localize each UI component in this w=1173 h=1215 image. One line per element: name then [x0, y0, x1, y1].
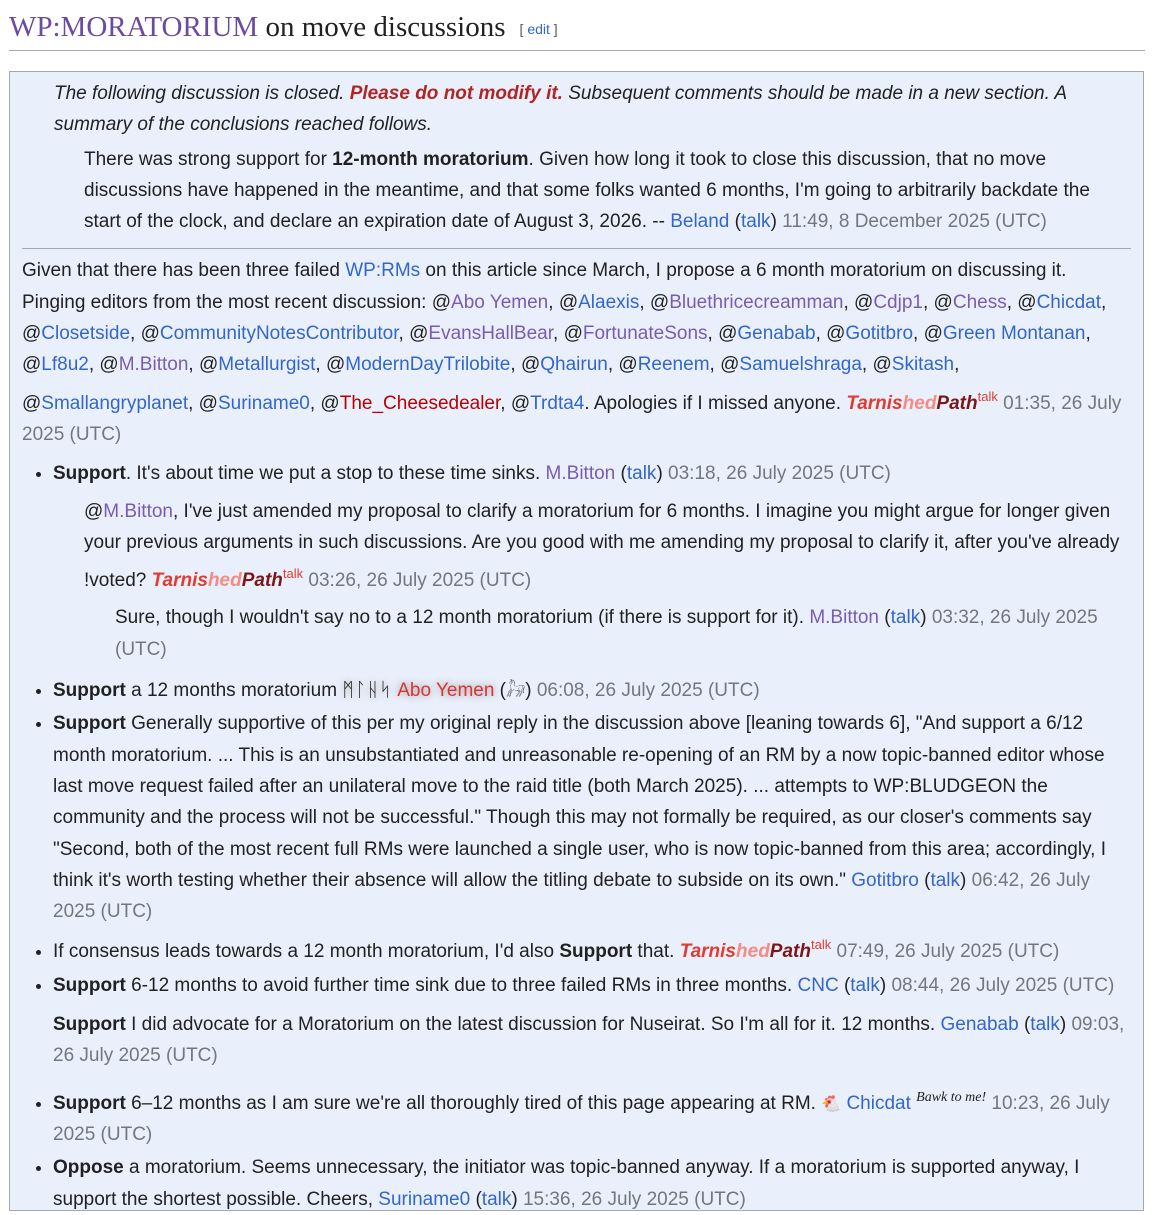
chicken-icon: 🐔: [821, 1093, 842, 1113]
ping-user-link[interactable]: Abo Yemen: [451, 291, 549, 313]
ping-user-link[interactable]: Reenem: [637, 354, 710, 376]
ping-user-link[interactable]: ModernDayTrilobite: [345, 354, 511, 376]
ping-user-link[interactable]: Green Montanan: [942, 323, 1086, 345]
ping-user-link[interactable]: Metallurgist: [218, 354, 316, 376]
timestamp: 01:35, 26 July 2025 (UTC): [22, 392, 1122, 445]
talk-link[interactable]: talk: [930, 869, 961, 891]
comment: • If consensus leads towards a 12 month moratorium, I'd also Support that. TarnishedPath$^{talk}$ 07:49, 26 July 2025 (UTC): [53, 929, 1131, 967]
signature-tarnishedpath[interactable]: TarnishedPath$^{talk}$: [846, 388, 998, 414]
bawk-talk-link[interactable]: Bawk to me!: [916, 1089, 987, 1105]
ping-user-link[interactable]: FortunateSons: [582, 323, 708, 345]
comment: • Support 6-12 months to avoid further time sink due to three failed RMs in three months. CNC (talk) 08:44, 26 July 2025 (UTC) Support I did advocate for a Moratorium on the latest discussion for Nuseirat. So I'm all for it. 12 months. Genabab (talk) 09:03, 26 July 2025 (UTC): [53, 970, 1131, 1072]
signature-tarnishedpath[interactable]: TarnishedPath$^{talk}$: [151, 566, 304, 592]
timestamp: 08:44, 26 July 2025 (UTC): [891, 974, 1115, 996]
ping-user-link[interactable]: Lf8u2: [41, 354, 89, 376]
ping-user-link[interactable]: Smallangryplanet: [41, 392, 189, 414]
proposal-comment: Given that there has been three failed WP:RMs on this article since March, I propose a 6 month moratorium on discussing it. Pinging editors from the most recent discussion: @Abo Yemen, @Alaexis, @Bluethricecreamman, @Cdjp1, @Chess, @Chicdat, @Closetside, @CommunityNotesContributor, @EvansHallBear, @FortunateSons, @Genabab, @Gotitbro, @Green Montanan, @Lf8u2, @M.Bitton, @Metallurgist, @ModernDayTrilobite, @Qhairun, @Reenem, @Samuelshraga, @Skitash, @Smallangryplanet, @Suriname0, @The_Cheesedealer, @Trdta4. Apologies if I missed anyone. TarnishedPath$^{talk}$ 01:35, 26 July 2025 (UTC): [22, 260, 1122, 445]
wp-rms-link[interactable]: WP:RMs: [345, 260, 421, 282]
user-link-gotitbro[interactable]: Gotitbro: [851, 869, 919, 891]
signature-tarnishedpath[interactable]: TarnishedPath$^{talk}$: [679, 937, 832, 963]
ping-user-link[interactable]: Genabab: [737, 323, 816, 345]
ping-user-link[interactable]: Qhairun: [540, 354, 608, 376]
timestamp: 06:08, 26 July 2025 (UTC): [536, 680, 760, 702]
user-link-suriname0[interactable]: Suriname0: [378, 1188, 471, 1210]
ping-user-link[interactable]: Closetside: [41, 323, 131, 345]
ping-user-link[interactable]: Bluethricecreamman: [669, 291, 844, 313]
ping-user-link[interactable]: CommunityNotesContributor: [159, 323, 399, 345]
ping-list: @Abo Yemen, @Alaexis, @Bluethricecreamman, @Cdjp1, @Chess, @Chicdat, @Closetside, @CommunityNotesContributor, @EvansHallBear, @FortunateSons, @Genabab, @Gotitbro, @Green Montanan, @Lf8u2, @M.Bitton, @Metallurgist, @ModernDayTrilobite, @Qhairun, @Reenem, @Samuelshraga, @Skitash, @Smallangryplanet, @Suriname0, @The_Cheesedealer, @Trdta4.: [22, 291, 1107, 414]
user-link-cnc[interactable]: CNC: [797, 974, 839, 996]
closing-summary: There was strong support for 12-month moratorium. Given how long it took to close this discussion, that no move discussions have happened in the meantime, and that some folks wanted 6 months, I'm going to arbitrarily backdate the start of the clock, and declare an expiration date of August 3, 2026. -- Beland (talk) 11:49, 8 December 2025 (UTC): [84, 148, 1090, 233]
timestamp: 06:42, 26 July 2025 (UTC): [53, 869, 1090, 923]
comment-thread: [22, 458, 1131, 1215]
talk-link[interactable]: talk: [977, 388, 998, 404]
user-link-mbitton[interactable]: M.Bitton: [103, 500, 173, 522]
user-link-abo-yemen[interactable]: Abo Yemen: [397, 680, 495, 702]
comment: • Oppose a moratorium. Seems unnecessary, the initiator was topic-banned anyway. If a moratorium is supported anyway, I support the shortest possible. Cheers, Suriname0 (talk) 15:36, 26 July 2025 (UTC): [53, 1152, 1131, 1215]
closed-notice: The following discussion is closed. Please do not modify it. Subsequent comments should be made in a new section. A summary of the conclusions reached follows.: [54, 83, 1067, 136]
comment: • Support Generally supportive of this per my original reply in the discussion above [leaning towards 6], "And support a 6/12 month moratorium. ... This is an unsubstantiated and unreasonable re-opening of an RM by a now topic-banned editor whose last move request failed after an unilateral move to the raid title (both March 2025). ... attempts to WP:BLUDGEON the community and the process will not be successful." Though this may not formally be required, as our closer's comments say "Second, both of the most recent full RMs were launched a single user, who is now topic-banned from this area; accordingly, I think it's worth testing whether their absence will allow the titling debate to subside on its own." Gotitbro (talk) 06:42, 26 July 2025 (UTC): [53, 708, 1131, 927]
signature-runes: ᛗᛚᚺᛋ: [342, 679, 392, 702]
reply: @M.Bitton, I've just amended my proposal to clarify a moratorium for 6 months. I imagine you might argue for longer given your previous arguments in such discussions. Are you good with me amending my proposal to clarify it, after you've already !voted? TarnishedPath$^{talk}$ 03:26, 26 July 2025 (UTC): [84, 500, 1120, 592]
talk-link[interactable]: talk: [890, 607, 921, 629]
ping-user-link[interactable]: Samuelshraga: [739, 354, 862, 376]
timestamp: 11:49, 8 December 2025 (UTC): [782, 211, 1047, 233]
timestamp: 03:26, 26 July 2025 (UTC): [303, 570, 532, 592]
user-link-mbitton[interactable]: M.Bitton: [809, 607, 880, 629]
reply: Sure, though I wouldn't say no to a 12 month moratorium (if there is support for it). M.Bitton (talk) 03:32, 26 July 2025 (UTC): [115, 607, 1098, 660]
ping-user-link[interactable]: Chess: [952, 291, 1007, 313]
closed-discussion-box: [9, 71, 1144, 1211]
ping-user-link[interactable]: Suriname0: [217, 392, 310, 414]
ping-user-link[interactable]: Cdjp1: [873, 291, 923, 313]
comment: • Support 6–12 months as I am sure we're all thoroughly tired of this page appearing at RM. 🐔 Chicdat $^{Bawk to me!}$ 10:23, 26 July 2025 (UTC): [53, 1082, 1131, 1151]
talk-link[interactable]: talk: [850, 974, 880, 996]
animal-icon[interactable]: 𓃗: [506, 681, 526, 701]
comment: • Support a 12 months moratorium ᛗᛚᚺᛋ Abo Yemen (𓃗) 06:08, 26 July 2025 (UTC): [53, 675, 1131, 706]
timestamp: 10:23, 26 July 2025 (UTC): [53, 1092, 1110, 1145]
heading-text: on move discussions: [258, 11, 506, 43]
ping-user-link[interactable]: Skitash: [891, 354, 955, 376]
talk-link[interactable]: talk: [810, 937, 832, 953]
user-link-genabab[interactable]: Genabab: [940, 1014, 1019, 1036]
talk-link[interactable]: talk: [1030, 1014, 1060, 1036]
ping-user-link[interactable]: Trdta4: [530, 392, 585, 414]
user-link-chicdat[interactable]: Chicdat: [846, 1092, 911, 1114]
ping-user-link[interactable]: The_Cheesedealer: [339, 392, 501, 414]
reply: Support I did advocate for a Moratorium on the latest discussion for Nuseirat. So I'm all for it. 12 months. Genabab (talk) 09:03, 26 July 2025 (UTC): [53, 1014, 1125, 1067]
talk-link[interactable]: talk: [740, 211, 771, 233]
ping-user-link[interactable]: Gotitbro: [845, 323, 914, 345]
timestamp: 09:03, 26 July 2025 (UTC): [53, 1014, 1125, 1067]
comment: • Support. It's about time we put a stop to these time sinks. M.Bitton (talk) 03:18, 26 July 2025 (UTC) @M.Bitton, I've just amended my proposal to clarify a moratorium for 6 months. I imagine you might argue for longer given your previous arguments in such discussions. Are you good with me amending my proposal to clarify it, after you've already !voted? TarnishedPath$^{talk}$ 03:26, 26 July 2025 (UTC) Sure, though I wouldn't say no to a 12 month moratorium (if there is support for it). M.Bitton (talk) 03:32, 26 July 2025 (UTC): [53, 458, 1131, 665]
ping-user-link[interactable]: Alaexis: [578, 291, 640, 313]
timestamp: 15:36, 26 July 2025 (UTC): [522, 1188, 746, 1210]
talk-link[interactable]: talk: [481, 1188, 512, 1210]
timestamp: 03:18, 26 July 2025 (UTC): [668, 463, 891, 485]
ping-user-link[interactable]: EvansHallBear: [428, 323, 554, 345]
ping-user-link[interactable]: M.Bitton: [118, 354, 189, 376]
talk-link[interactable]: talk: [626, 463, 657, 485]
section-heading: [9, 6, 1145, 51]
moratorium-link[interactable]: WP:MORATORIUM: [9, 11, 259, 43]
edit-link[interactable]: edit: [527, 21, 550, 37]
divider: [22, 248, 1131, 249]
user-link-beland[interactable]: Beland: [670, 211, 730, 233]
timestamp: 03:32, 26 July 2025 (UTC): [115, 607, 1098, 660]
edit-section: [ edit ]: [519, 21, 558, 37]
timestamp: 07:49, 26 July 2025 (UTC): [831, 941, 1060, 963]
talk-link[interactable]: talk: [282, 566, 304, 582]
ping-user-link[interactable]: Chicdat: [1036, 291, 1101, 313]
user-link-mbitton[interactable]: M.Bitton: [545, 463, 616, 485]
